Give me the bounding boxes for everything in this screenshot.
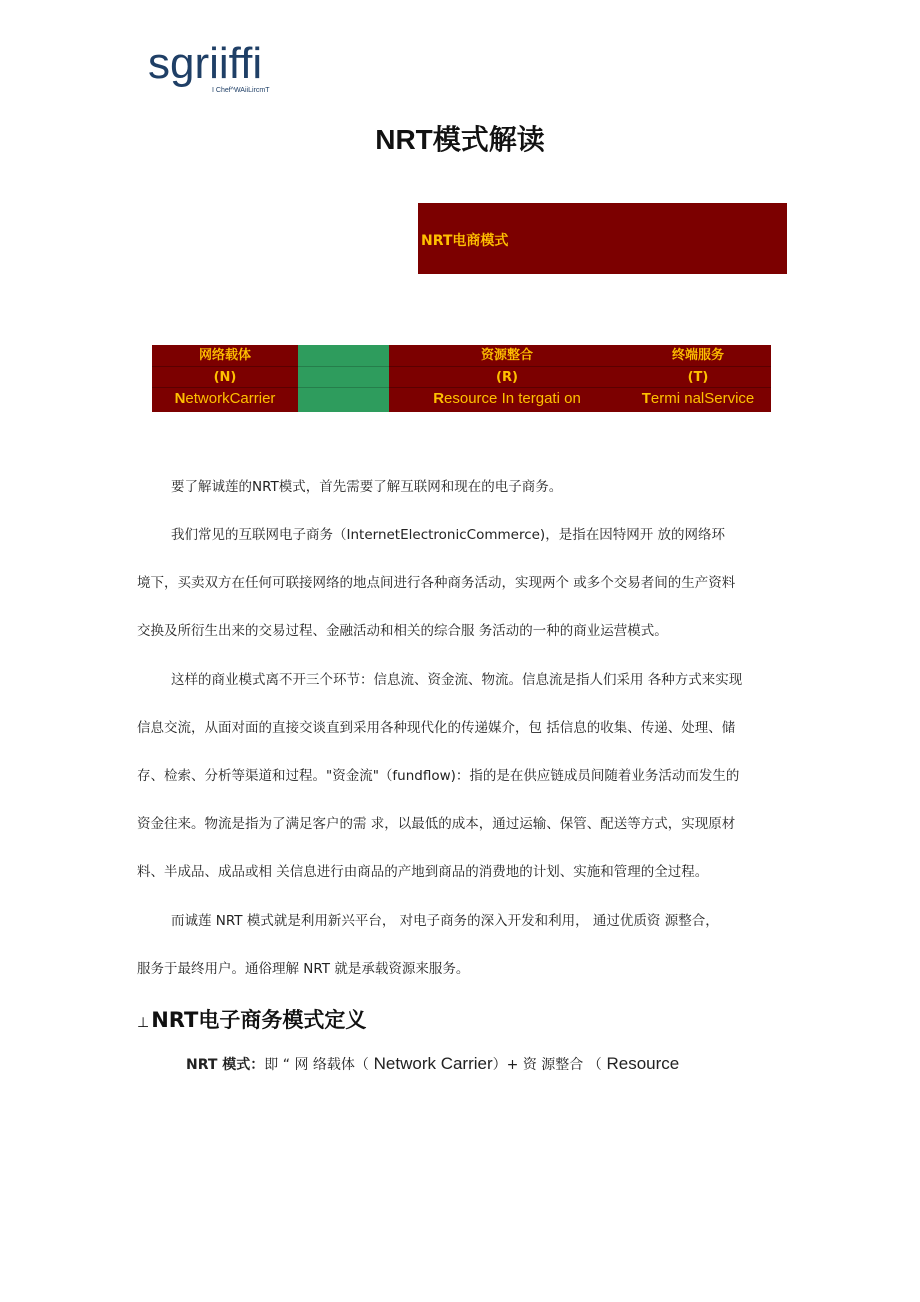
paragraph-nrt-summary [137, 897, 787, 993]
text-line: 信息交流，从面对面的直接交谈直到采用各种现代化的传递媒介，包 括信息的收集、传递、处理、储 [137, 720, 736, 736]
table-spacer-cell [298, 345, 389, 412]
nrt-definition [186, 1054, 679, 1074]
page-title: NRT模式解读 [375, 124, 545, 155]
heading-mark: ⊥ [137, 1015, 150, 1031]
nrt-banner [418, 203, 787, 274]
logo-wordmark: sgriiffi [148, 39, 263, 88]
cell-en [152, 387, 298, 411]
table-cell-network [152, 345, 298, 412]
cell-en [625, 387, 771, 411]
text-line: 而诚莲 NRT 模式就是利用新兴平台， 对电子商务的深入开发和利用， 通过优质资 源整合， [171, 913, 719, 929]
definition-mid: ）+ 资 源整合 （ [492, 1057, 602, 1073]
definition-resource: Resource [601, 1054, 680, 1073]
logo-tagline: I Chef^WAiiLircmT [212, 87, 270, 94]
nrt-table [152, 345, 771, 412]
cell-cn: 终端服务 [671, 348, 724, 363]
definition-label: NRT 模式： [186, 1057, 265, 1073]
cell-code: (T) [687, 370, 709, 385]
row-divider [152, 387, 298, 388]
definition-network-carrier: Network Carrier [368, 1054, 493, 1073]
text-line: 我们常见的互联网电子商务（InternetElectronicCommerce)，是指在因特网开 放的网络环 [171, 527, 725, 543]
paragraph-ecommerce [137, 511, 787, 655]
text-line: 交换及所衍生出来的交易过程、金融活动和相关的综合服 务活动的一种的商业运营模式。 [137, 623, 668, 639]
cell-code: (N) [213, 370, 237, 385]
paragraph-intro [137, 463, 787, 511]
text-line: 服务于最终用户。通俗理解 NRT 就是承载资源来服务。 [137, 961, 470, 977]
text-line: 料、半成品、成品或相 关信息进行由商品的产地到商品的消费地的计划、实施和管理的全过程。 [137, 864, 709, 880]
company-logo [148, 39, 288, 94]
cell-en-initial: N [174, 390, 186, 407]
table-cell-terminal [625, 345, 771, 412]
row-divider [389, 366, 771, 367]
cell-cn: 网络载体 [198, 348, 251, 363]
section-heading [137, 1004, 366, 1034]
heading-text: NRT电子商务模式定义 [151, 1008, 367, 1032]
text-line: 要了解诚莲的NRT模式，首先需要了解互联网和现在的电子商务。 [171, 479, 563, 495]
row-divider [152, 366, 298, 367]
cell-en-rest: esource In tergati on [444, 390, 581, 407]
table-cell-resource [389, 345, 625, 412]
text-line: 境下，买卖双方在任何可联接网络的地点间进行各种商务活动，实现两个 或多个交易者间的生产资料 [137, 575, 736, 591]
cell-en-initial: T [641, 390, 651, 407]
text-line: 这样的商业模式离不开三个环节：信息流、资金流、物流。信息流是指人们采用 各种方式来实现 [171, 672, 743, 688]
cell-en-rest: ermi nalService [650, 390, 755, 407]
cell-en-rest: etworkCarrier [185, 390, 276, 407]
text-line: 资金往来。物流是指为了满足客户的需 求，以最低的成本，通过运输、保管、配送等方式，实现原材 [137, 816, 736, 832]
cell-cn: 资源整合 [480, 348, 533, 363]
row-divider [389, 387, 771, 388]
row-divider [298, 366, 389, 367]
text-line: 存、检索、分析等渠道和过程。"资金流"（fundflow)：指的是在供应链成员间随着业务活动而发生的 [137, 768, 740, 784]
banner-text: NRT电商模式 [421, 233, 509, 249]
row-divider [298, 387, 389, 388]
cell-code: (R) [496, 370, 518, 385]
paragraph-three-flows [137, 656, 787, 896]
cell-en [389, 387, 625, 411]
cell-en-initial: R [433, 390, 445, 407]
definition-pre: 即 “ 网 络载体（ [264, 1057, 369, 1073]
